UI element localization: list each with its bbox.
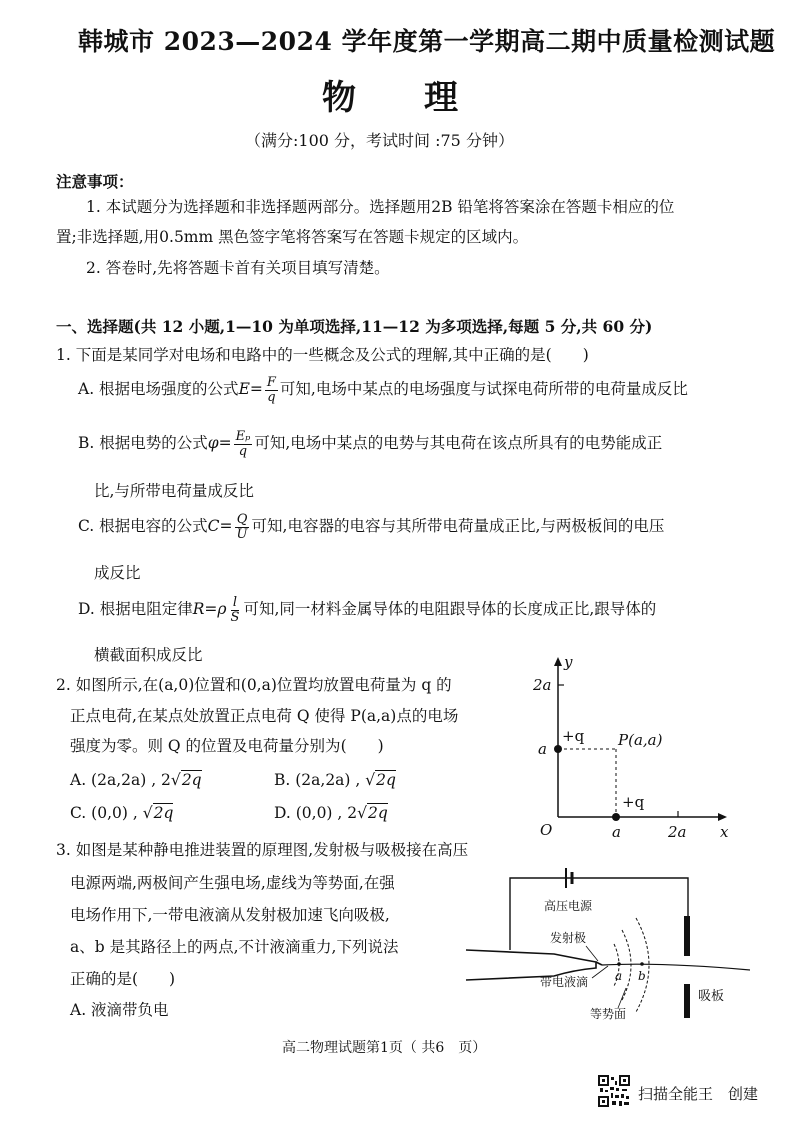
origin-label: O <box>540 821 553 839</box>
q2-line2: 正点电荷,在某点处放置正点电荷 Q 使得 P(a,a)点的电场 <box>70 707 459 725</box>
tick-2a-x: 2a <box>668 823 687 841</box>
qr-code-icon <box>598 1075 630 1107</box>
q3-option-a: A. 液滴带负电 <box>70 1001 169 1019</box>
q2-option-d <box>274 806 388 822</box>
power-source-label: 高压电源 <box>544 899 593 913</box>
q1-c-lhs: C <box>207 517 220 536</box>
notes-heading: 注意事项： <box>56 172 134 191</box>
q2-option-a <box>70 773 202 789</box>
q1-c-line2: 成反比 <box>94 564 141 582</box>
q3-line2: 电源两端,两极间产生强电场,虚线为等势面,在强 <box>70 874 395 892</box>
q1-a-fraction <box>265 376 278 404</box>
sqrt-sign: √ <box>170 771 181 789</box>
emitter-tip <box>596 962 602 965</box>
q1-d-post: 可知,同一材料金属导体的电阻跟导体的长度成正比,跟导体的 <box>243 600 657 619</box>
absorber-label: 吸板 <box>698 989 725 1004</box>
q1-d-pre: D. 根据电阻定律 <box>78 600 193 619</box>
charge-y-label: +q <box>562 727 585 745</box>
q2-d-root: 2q <box>368 804 388 822</box>
page-footer: 高二物理试题第1页（ 共6 页） <box>282 1040 487 1056</box>
charge-on-x-axis <box>612 813 620 821</box>
scanner-watermark: 扫描全能王 创建 <box>638 1085 759 1103</box>
y-axis-label: y <box>564 655 573 671</box>
q1-b-lhs: φ <box>207 434 219 453</box>
section1-heading: 一、选择题(共 12 小题,1—10 为单项选择,11—12 为多项选择,每题 5 分,共 60 分) <box>56 317 653 336</box>
q1-d-fraction <box>229 596 242 624</box>
equipotential-leader <box>618 988 626 1008</box>
y-axis-arrow <box>554 657 562 666</box>
q1-b-fraction <box>234 430 253 458</box>
q1-b-den: q <box>238 443 248 459</box>
charge-on-y-axis <box>554 745 562 753</box>
q1-c-den: U <box>236 526 248 542</box>
q2-coordinate-figure <box>530 655 740 845</box>
absorber-plate-top <box>684 916 690 956</box>
q3-propulsion-figure <box>462 858 752 1028</box>
q1-c-fraction <box>235 513 250 541</box>
notes-item1-line1: 1. 本试题分为选择题和非选择题两部分。选择题用2B 铅笔将答案涂在答题卡相应的位 <box>86 198 675 216</box>
x-axis-label: x <box>720 823 729 841</box>
charge-x-label: +q <box>622 793 645 811</box>
notes-item2: 2. 答卷时,先将答题卡首有关项目填写清楚。 <box>86 259 390 277</box>
droplet-label: 带电液滴 <box>540 975 589 989</box>
equals-sign: = <box>204 600 218 619</box>
tick-a-y: a <box>538 740 547 758</box>
q2-d-coord: D. (0,0) , 2 <box>274 804 358 822</box>
q2-a-coord: A. (2a,2a) , 2 <box>70 771 171 789</box>
q1-option-d <box>78 596 656 624</box>
subject-title: 物 理 <box>322 78 458 118</box>
x-axis-arrow <box>718 813 727 821</box>
q1-d-rho: ρ <box>217 600 227 619</box>
exam-title: 韩城市 2023—2024 学年度第一学期高二期中质量检测试题 <box>78 27 776 56</box>
q2-b-coord: B. (2a,2a) , <box>274 771 366 789</box>
q3-line1: 3. 如图是某种静电推进装置的原理图,发射极与吸极接在高压 <box>56 841 469 859</box>
q1-d-den: S <box>230 609 240 625</box>
point-p-label: P(a,a) <box>618 731 663 749</box>
point-b-label: b <box>638 969 646 983</box>
q1-d-num: l <box>232 595 238 610</box>
sqrt-sign: √ <box>142 804 153 822</box>
q1-a-den: q <box>267 389 276 405</box>
q3-line4: a、b 是其路径上的两点,不计液滴重力,下列说法 <box>70 938 399 956</box>
point-a-dot <box>617 962 621 966</box>
q1-d-lhs: R <box>192 600 205 619</box>
droplet-path <box>602 964 750 970</box>
q2-c-root: 2q <box>153 804 174 822</box>
point-b-dot <box>640 962 644 966</box>
tick-a-x: a <box>612 823 621 841</box>
q2-b-root: 2q <box>376 771 396 789</box>
q1-stem: 1. 下面是某同学对电场和电路中的一些概念及公式的理解,其中正确的是( ) <box>56 346 589 364</box>
equals-sign: = <box>218 434 232 453</box>
sqrt-sign: √ <box>357 804 368 822</box>
equipotential-arc-2 <box>622 930 631 1000</box>
q1-a-num: F <box>266 375 276 390</box>
notes-item1-line2: 置;非选择题,用0.5mm 黑色签字笔将答案写在答题卡规定的区域内。 <box>56 228 529 246</box>
q1-option-c <box>78 513 664 541</box>
q1-c-pre: C. 根据电容的公式 <box>78 517 208 536</box>
q1-d-line2: 横截面积成反比 <box>94 646 203 664</box>
q1-b-line2: 比,与所带电荷量成反比 <box>94 482 254 500</box>
equals-sign: = <box>249 380 263 399</box>
q1-b-pre: B. 根据电势的公式 <box>78 434 208 453</box>
q1-b-post: 可知,电场中某点的电势与其电荷在该点所具有的电势能成正 <box>254 434 663 453</box>
emitter-leader <box>586 946 598 961</box>
q1-option-a <box>78 376 688 404</box>
tick-2a-y: 2a <box>533 676 552 694</box>
q2-option-c <box>70 806 173 822</box>
circuit-wire <box>510 878 688 950</box>
exam-info: （满分:100 分，考试时间 :75 分钟） <box>245 131 514 150</box>
q1-a-lhs: E <box>238 380 250 399</box>
q1-option-b <box>78 430 662 458</box>
emitter-label: 发射极 <box>550 931 587 945</box>
q1-c-post: 可知,电容器的电容与其所带电荷量成正比,与两极板间的电压 <box>251 517 665 536</box>
q1-b-num: Eₚ <box>235 429 251 444</box>
q2-line3: 强度为零。则 Q 的位置及电荷量分别为( ) <box>70 737 384 755</box>
q1-c-num: Q <box>236 512 248 527</box>
sqrt-sign: √ <box>365 771 376 789</box>
q3-line3: 电场作用下,一带电液滴从发射极加速飞向吸极, <box>70 906 390 924</box>
q2-a-root: 2q <box>181 771 202 789</box>
absorber-plate-bottom <box>684 984 690 1018</box>
q2-option-b <box>274 773 396 789</box>
q3-line5: 正确的是( ) <box>70 970 176 988</box>
point-a-label: a <box>615 969 623 983</box>
equals-sign: = <box>219 517 233 536</box>
q2-line1: 2. 如图所示,在(a,0)位置和(0,a)位置均放置电荷量为 q 的 <box>56 676 452 694</box>
q1-a-pre: A. 根据电场强度的公式 <box>78 380 239 399</box>
q2-c-coord: C. (0,0) , <box>70 804 143 822</box>
equipotential-label: 等势面 <box>590 1007 627 1021</box>
q1-a-post: 可知,电场中某点的电场强度与试探电荷所带的电荷量成反比 <box>279 380 688 399</box>
